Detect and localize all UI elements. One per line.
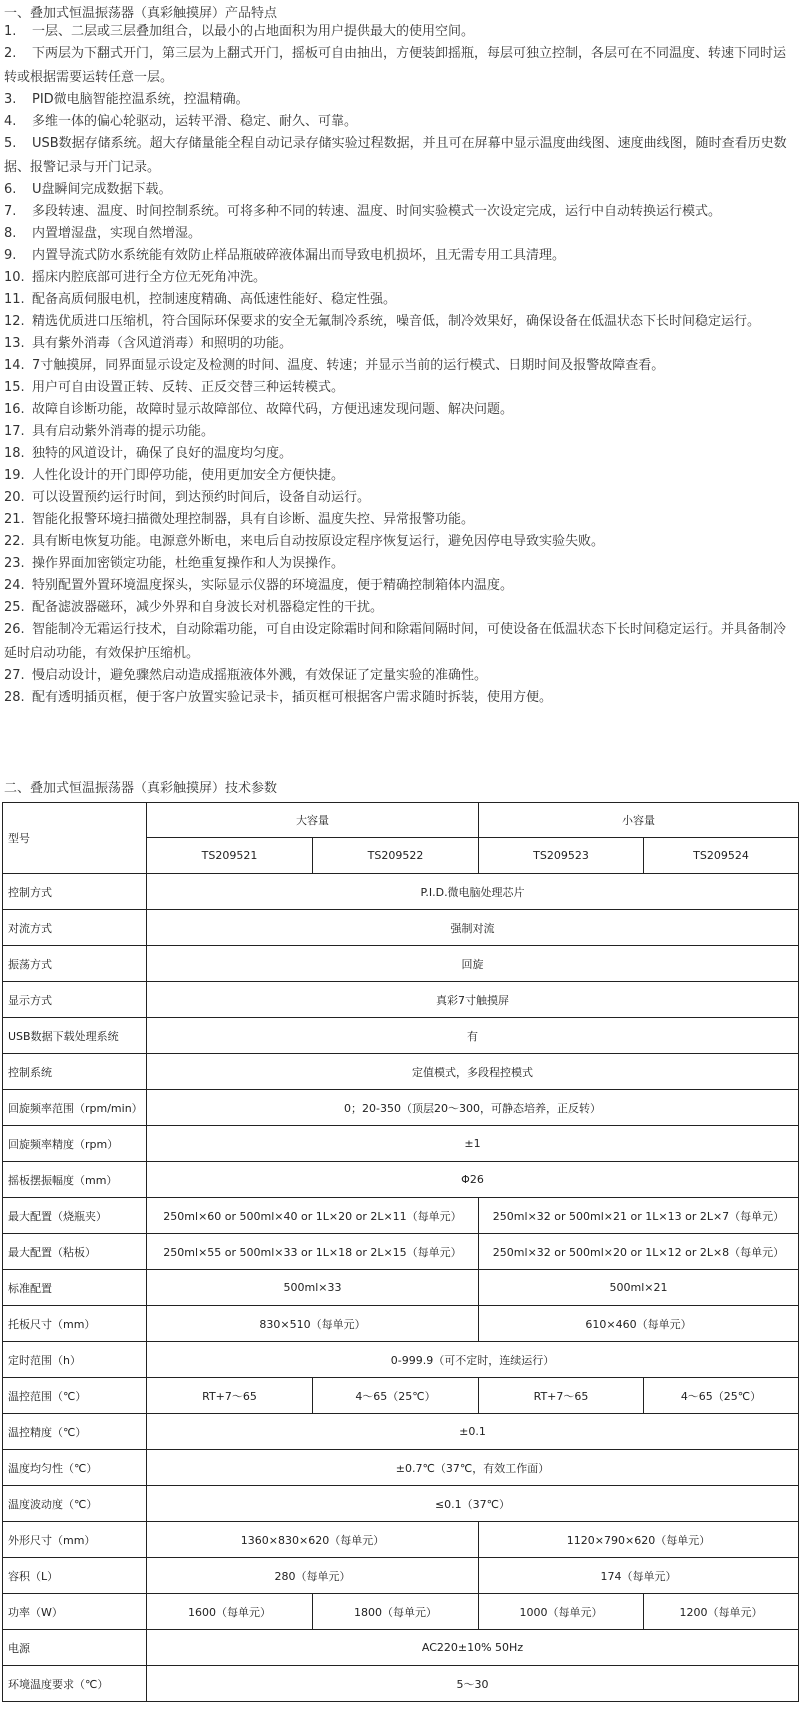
feature-number: 3. bbox=[4, 92, 17, 107]
feature-number: 24. bbox=[4, 578, 25, 593]
feature-item bbox=[4, 618, 796, 666]
row-value: 真彩7寸触摸屏 bbox=[147, 982, 799, 1018]
feature-number: 6. bbox=[4, 182, 17, 197]
model-label: 型号 bbox=[3, 803, 147, 874]
feature-number: 14. bbox=[4, 358, 25, 373]
row-value: 1000（每单元） bbox=[479, 1594, 644, 1630]
table-row bbox=[3, 1270, 799, 1306]
feature-number: 28. bbox=[4, 690, 25, 705]
feature-text: 操作界面加密锁定功能，杜绝重复操作和人为误操作。 bbox=[32, 556, 345, 571]
feature-number: 23. bbox=[4, 556, 25, 571]
feature-number: 26. bbox=[4, 622, 25, 637]
feature-item bbox=[4, 354, 796, 378]
feature-item bbox=[4, 42, 796, 90]
row-value: 4～65（25℃） bbox=[644, 1378, 799, 1414]
feature-text: 具有紫外消毒（含风道消毒）和照明的功能。 bbox=[32, 336, 293, 351]
row-value: 有 bbox=[147, 1018, 799, 1054]
feature-text: 精选优质进口压缩机，符合国际环保要求的安全无氟制冷系统，噪音低，制冷效果好，确保设备在低温状态下长时间稳定运行。 bbox=[32, 314, 761, 329]
feature-text: 一层、二层或三层叠加组合，以最小的占地面积为用户提供最大的使用空间。 bbox=[32, 24, 475, 39]
feature-item bbox=[4, 508, 796, 532]
feature-text: 配有透明插页框，便于客户放置实验记录卡，插页框可根据客户需求随时拆装，使用方便。 bbox=[32, 690, 553, 705]
feature-item bbox=[4, 20, 796, 44]
feature-number: 20. bbox=[4, 490, 25, 505]
row-value: 280（每单元） bbox=[147, 1558, 479, 1594]
spec-table bbox=[2, 802, 799, 1702]
feature-text: 具有断电恢复功能。电源意外断电，来电后自动按原设定程序恢复运行，避免因停电导致实验失败。 bbox=[32, 534, 605, 549]
row-label: 振荡方式 bbox=[3, 946, 147, 982]
table-row bbox=[3, 946, 799, 982]
row-label: 温度波动度（℃） bbox=[3, 1486, 147, 1522]
feature-number: 9. bbox=[4, 248, 17, 263]
feature-number: 4. bbox=[4, 114, 17, 129]
row-label: 控制方式 bbox=[3, 874, 147, 910]
table-row bbox=[3, 1630, 799, 1666]
row-label: 外形尺寸（mm） bbox=[3, 1522, 147, 1558]
feature-item bbox=[4, 132, 796, 180]
table-row bbox=[3, 1306, 799, 1342]
feature-text: 下两层为下翻式开门，第三层为上翻式开门，摇板可自由抽出，方便装卸摇瓶，每层可独立控制，各层可在不同温度、转速下同时运转或根据需要运转任意一层。 bbox=[4, 46, 787, 85]
table-row bbox=[3, 910, 799, 946]
feature-item bbox=[4, 464, 796, 488]
feature-number: 12. bbox=[4, 314, 25, 329]
row-value: Φ26 bbox=[147, 1162, 799, 1198]
row-label: 电源 bbox=[3, 1630, 147, 1666]
row-value: 5～30 bbox=[147, 1666, 799, 1702]
feature-text: 摇床内腔底部可进行全方位无死角冲洗。 bbox=[32, 270, 267, 285]
feature-text: PID微电脑智能控温系统，控温精确。 bbox=[32, 92, 249, 107]
row-value: ±0.1 bbox=[147, 1414, 799, 1450]
feature-item bbox=[4, 664, 796, 688]
feature-number: 7. bbox=[4, 204, 17, 219]
row-value: AC220±10% 50Hz bbox=[147, 1630, 799, 1666]
table-row bbox=[3, 1558, 799, 1594]
group-large: 大容量 bbox=[147, 803, 479, 838]
table-row bbox=[3, 1414, 799, 1450]
row-value: 4～65（25℃） bbox=[313, 1378, 479, 1414]
row-value: RT+7～65 bbox=[147, 1378, 313, 1414]
model-cell: TS209523 bbox=[479, 838, 644, 874]
feature-item bbox=[4, 530, 796, 554]
feature-item bbox=[4, 88, 796, 112]
feature-number: 13. bbox=[4, 336, 25, 351]
feature-item bbox=[4, 420, 796, 444]
row-value: RT+7～65 bbox=[479, 1378, 644, 1414]
feature-item bbox=[4, 310, 796, 334]
table-row bbox=[3, 1450, 799, 1486]
spec-table-body bbox=[3, 803, 799, 1702]
table-row bbox=[3, 1378, 799, 1414]
model-cell: TS209521 bbox=[147, 838, 313, 874]
feature-number: 8. bbox=[4, 226, 17, 241]
row-value: 610×460（每单元） bbox=[479, 1306, 799, 1342]
feature-item bbox=[4, 222, 796, 246]
feature-text: 慢启动设计，避免骤然启动造成摇瓶液体外溅，有效保证了定量实验的准确性。 bbox=[32, 668, 488, 683]
feature-item bbox=[4, 266, 796, 290]
group-small: 小容量 bbox=[479, 803, 799, 838]
table-row bbox=[3, 874, 799, 910]
row-label: 摇板摆振幅度（mm） bbox=[3, 1162, 147, 1198]
row-value: ≤0.1（37℃） bbox=[147, 1486, 799, 1522]
row-label: 功率（W） bbox=[3, 1594, 147, 1630]
row-label: 容积（L） bbox=[3, 1558, 147, 1594]
row-value: 250ml×60 or 500ml×40 or 1L×20 or 2L×11（每单元） bbox=[147, 1198, 479, 1234]
feature-item bbox=[4, 200, 796, 224]
row-value: ±1 bbox=[147, 1126, 799, 1162]
row-value: 1200（每单元） bbox=[644, 1594, 799, 1630]
feature-number: 19. bbox=[4, 468, 25, 483]
feature-item bbox=[4, 442, 796, 466]
row-label: 对流方式 bbox=[3, 910, 147, 946]
row-value: 0-999.9（可不定时，连续运行） bbox=[147, 1342, 799, 1378]
feature-number: 1. bbox=[4, 24, 17, 39]
table-row bbox=[3, 1018, 799, 1054]
row-label: 托板尺寸（mm） bbox=[3, 1306, 147, 1342]
feature-item bbox=[4, 110, 796, 134]
row-value: 500ml×33 bbox=[147, 1270, 479, 1306]
row-value: 0；20-350（顶层20～300，可静态培养，正反转） bbox=[147, 1090, 799, 1126]
row-value: 强制对流 bbox=[147, 910, 799, 946]
table-header-row bbox=[3, 803, 799, 838]
feature-item bbox=[4, 486, 796, 510]
row-label: 温度均匀性（℃） bbox=[3, 1450, 147, 1486]
feature-text: 人性化设计的开门即停功能，使用更加安全方便快捷。 bbox=[32, 468, 345, 483]
feature-text: 具有启动紫外消毒的提示功能。 bbox=[32, 424, 215, 439]
row-label: 回旋频率范围（rpm/min） bbox=[3, 1090, 147, 1126]
row-label: 标准配置 bbox=[3, 1270, 147, 1306]
row-label: 环境温度要求（℃） bbox=[3, 1666, 147, 1702]
table-row bbox=[3, 1666, 799, 1702]
table-row bbox=[3, 1486, 799, 1522]
row-value: 250ml×32 or 500ml×20 or 1L×12 or 2L×8（每单元） bbox=[479, 1234, 799, 1270]
feature-item bbox=[4, 552, 796, 576]
row-label: 显示方式 bbox=[3, 982, 147, 1018]
table-row bbox=[3, 1162, 799, 1198]
feature-number: 18. bbox=[4, 446, 25, 461]
feature-number: 25. bbox=[4, 600, 25, 615]
feature-item bbox=[4, 178, 796, 202]
feature-text: 用户可自由设置正转、反转、正反交替三种运转模式。 bbox=[32, 380, 345, 395]
row-value: 250ml×32 or 500ml×21 or 1L×13 or 2L×7（每单元） bbox=[479, 1198, 799, 1234]
table-row bbox=[3, 1234, 799, 1270]
row-value: 830×510（每单元） bbox=[147, 1306, 479, 1342]
row-value: 174（每单元） bbox=[479, 1558, 799, 1594]
feature-text: 多维一体的偏心轮驱动，运转平滑、稳定、耐久、可靠。 bbox=[32, 114, 358, 129]
feature-text: U盘瞬间完成数据下载。 bbox=[32, 182, 172, 197]
model-cell: TS209522 bbox=[313, 838, 479, 874]
row-label: 最大配置（烧瓶夹） bbox=[3, 1198, 147, 1234]
table-row bbox=[3, 1594, 799, 1630]
feature-number: 22. bbox=[4, 534, 25, 549]
feature-item bbox=[4, 332, 796, 356]
table-row bbox=[3, 1198, 799, 1234]
row-label: 控制系统 bbox=[3, 1054, 147, 1090]
feature-number: 17. bbox=[4, 424, 25, 439]
feature-text: 7寸触摸屏，同界面显示设定及检测的时间、温度、转速；并显示当前的运行模式、日期时间及报警故障查看。 bbox=[32, 358, 665, 373]
feature-number: 21. bbox=[4, 512, 25, 527]
feature-item bbox=[4, 686, 796, 710]
table-row bbox=[3, 1126, 799, 1162]
feature-text: 配备滤波器磁环，减少外界和自身波长对机器稳定性的干扰。 bbox=[32, 600, 384, 615]
feature-text: 特别配置外置环境温度探头，实际显示仪器的环境温度，便于精确控制箱体内温度。 bbox=[32, 578, 514, 593]
feature-text: 内置增湿盘，实现自然增湿。 bbox=[32, 226, 202, 241]
row-label: 温控范围（℃） bbox=[3, 1378, 147, 1414]
feature-number: 11. bbox=[4, 292, 25, 307]
row-value: 250ml×55 or 500ml×33 or 1L×18 or 2L×15（每单元） bbox=[147, 1234, 479, 1270]
row-value: P.I.D.微电脑处理芯片 bbox=[147, 874, 799, 910]
row-label: USB数据下载处理系统 bbox=[3, 1018, 147, 1054]
feature-item bbox=[4, 244, 796, 268]
features-title: 一、叠加式恒温振荡器（真彩触摸屏）产品特点 bbox=[4, 6, 278, 21]
feature-text: 可以设置预约运行时间，到达预约时间后，设备自动运行。 bbox=[32, 490, 371, 505]
table-row bbox=[3, 982, 799, 1018]
row-value: 回旋 bbox=[147, 946, 799, 982]
feature-number: 10. bbox=[4, 270, 25, 285]
table-row bbox=[3, 1054, 799, 1090]
row-label: 最大配置（粘板） bbox=[3, 1234, 147, 1270]
feature-number: 16. bbox=[4, 402, 25, 417]
row-label: 温控精度（℃） bbox=[3, 1414, 147, 1450]
row-label: 定时范围（h） bbox=[3, 1342, 147, 1378]
row-value: 1800（每单元） bbox=[313, 1594, 479, 1630]
row-value: 定值模式，多段程控模式 bbox=[147, 1054, 799, 1090]
row-label: 回旋频率精度（rpm） bbox=[3, 1126, 147, 1162]
feature-text: USB数据存储系统。超大存储量能全程自动记录存储实验过程数据，并且可在屏幕中显示温度曲线图、速度曲线图，随时查看历史数据、报警记录与开门记录。 bbox=[4, 136, 787, 175]
feature-number: 27. bbox=[4, 668, 25, 683]
feature-text: 配备高质伺服电机，控制速度精确、高低速性能好、稳定性强。 bbox=[32, 292, 397, 307]
feature-item bbox=[4, 376, 796, 400]
feature-item bbox=[4, 398, 796, 422]
row-value: 1600（每单元） bbox=[147, 1594, 313, 1630]
feature-item bbox=[4, 288, 796, 312]
feature-number: 15. bbox=[4, 380, 25, 395]
model-cell: TS209524 bbox=[644, 838, 799, 874]
feature-number: 5. bbox=[4, 136, 17, 151]
row-value: 1360×830×620（每单元） bbox=[147, 1522, 479, 1558]
feature-number: 2. bbox=[4, 46, 17, 61]
feature-text: 独特的风道设计，确保了良好的温度均匀度。 bbox=[32, 446, 293, 461]
specs-title: 二、叠加式恒温振荡器（真彩触摸屏）技术参数 bbox=[4, 781, 278, 796]
feature-text: 多段转速、温度、时间控制系统。可将多种不同的转速、温度、时间实验模式一次设定完成，运行中自动转换运行模式。 bbox=[32, 204, 722, 219]
row-value: 1120×790×620（每单元） bbox=[479, 1522, 799, 1558]
feature-text: 智能制冷无霜运行技术，自动除霜功能，可自由设定除霜时间和除霜间隔时间，可使设备在低温状态下长时间稳定运行。并具备制冷延时启动功能，有效保护压缩机。 bbox=[4, 622, 787, 661]
feature-text: 内置导流式防水系统能有效防止样品瓶破碎液体漏出而导致电机损坏，且无需专用工具清理。 bbox=[32, 248, 566, 263]
row-value: ±0.7℃（37℃，有效工作面） bbox=[147, 1450, 799, 1486]
table-row bbox=[3, 1342, 799, 1378]
table-row bbox=[3, 1522, 799, 1558]
feature-item bbox=[4, 574, 796, 598]
table-row bbox=[3, 1090, 799, 1126]
feature-text: 智能化报警环境扫描微处理控制器，具有自诊断、温度失控、异常报警功能。 bbox=[32, 512, 475, 527]
feature-text: 故障自诊断功能，故障时显示故障部位、故障代码，方便迅速发现问题、解决问题。 bbox=[32, 402, 514, 417]
row-value: 500ml×21 bbox=[479, 1270, 799, 1306]
feature-item bbox=[4, 596, 796, 620]
